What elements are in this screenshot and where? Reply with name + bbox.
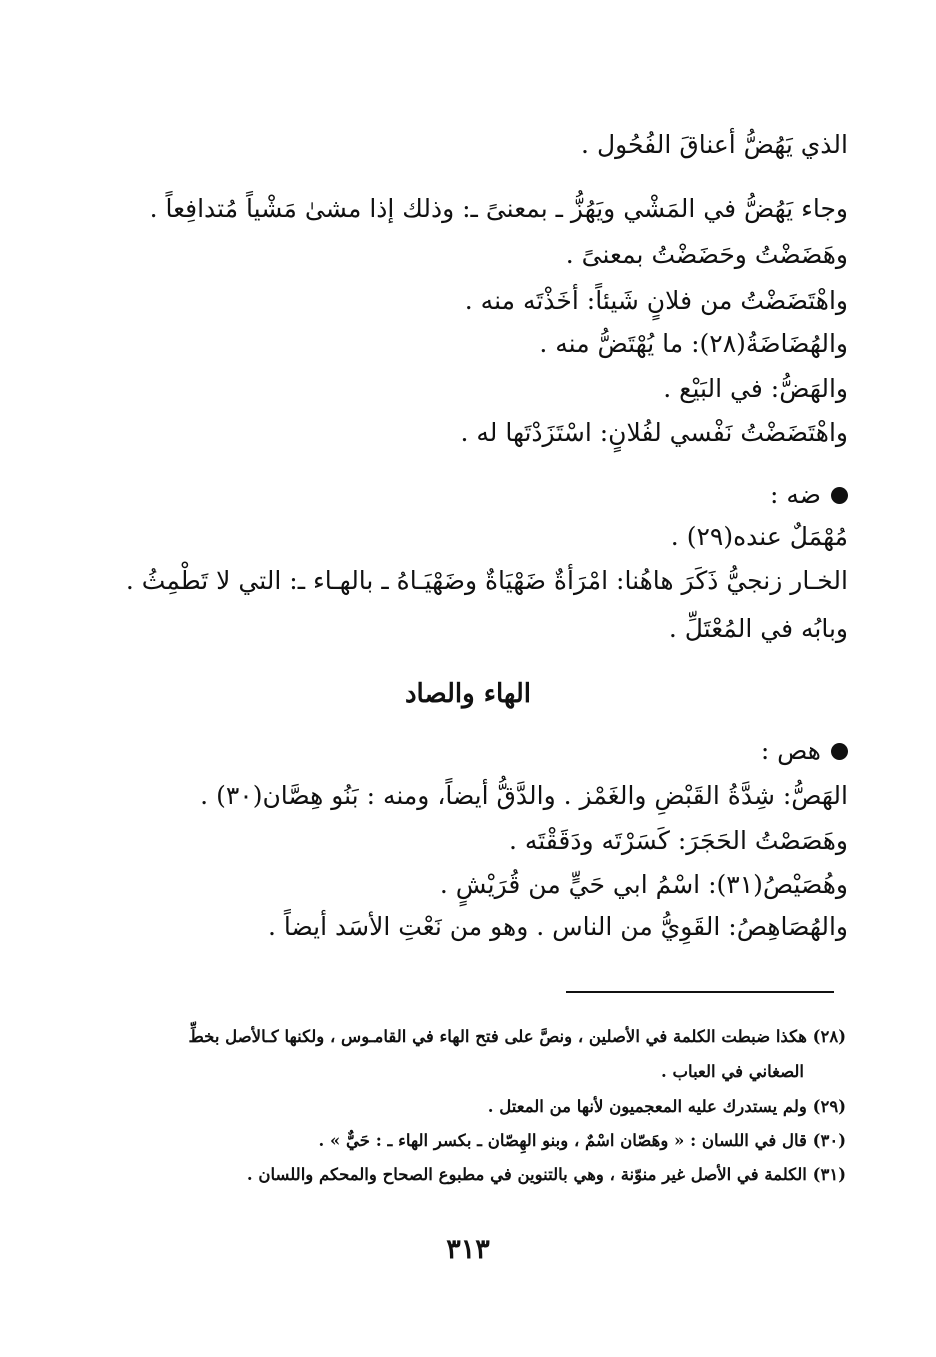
footnote-29: (٢٩) ولم يستدرك عليه المعجميون لأنها من المعتل . <box>487 1097 846 1116</box>
text-line: والهَضُّ: في البَيْع . <box>663 374 848 403</box>
entry-headword-label: هص : <box>760 736 821 765</box>
section-heading: الهاء والصاد <box>404 679 532 709</box>
text-line: وهَضَضْتُ وحَضَضْتُ بمعنىً . <box>565 240 848 269</box>
footnote-30: (٣٠) قال في اللسان : « وهَصّان اسْمٌ ، وبنو الهِصّان ـ بكسر الهاء ـ : حَيٌّ » . <box>318 1131 846 1150</box>
text-line: والهُصَاهِصُ: القَوِيُّ من الناس . وهو من نَعْتِ الأسَد أيضاً . <box>267 912 848 941</box>
bullet-icon <box>831 487 848 504</box>
footnote-28: (٢٨) هكذا ضبطت الكلمة في الأصلين ، ونصَّ على فتح الهاء في القامـوس ، ولكنها كـالأصل بخطِّ <box>188 1027 846 1046</box>
page-number: ٣١٣ <box>446 1234 490 1265</box>
text-line: وهَصَصْتُ الحَجَرَ: كَسَرْتَه ودَقَقْتَه . <box>508 826 848 855</box>
text-line: الخـار زنجيُّ ذَكَرَ هاهُنا: امْرَأةٌ ضَهْيَاةٌ وضَهْيَـاهُ ـ بالهـاء ـ: التي لا تَطْمِثُ . <box>125 566 848 595</box>
entry-headword-label: ضه : <box>769 480 821 509</box>
text-line: وهُصَيْصُ(٣١): اسْمُ ابي حَيٍّ من قُرَيْشٍ . <box>439 870 848 899</box>
text-line: وجاء يَهُضُّ في المَشْي ويَهُزُّ ـ بمعنىً ـ: وذلك إذا مشىٰ مَشْياً مُتدافِعاً . <box>149 194 848 223</box>
text-line: الذي يَهُضُّ أعناقَ الفُحُول . <box>581 130 848 159</box>
bullet-icon <box>831 743 848 760</box>
text-line: وبابُه في المُعْتَلِّ . <box>668 614 848 643</box>
text-line: والهُضَاضَةُ(٢٨): ما يُهْتَضُّ منه . <box>539 329 848 358</box>
footnote-31: (٣١) الكلمة في الأصل غير منوّنة ، وهي بالتنوين في مطبوع الصحاح والمحكم واللسان . <box>246 1165 846 1184</box>
text-line: واهْتَضَضْتُ نَفْسي لفُلانٍ: اسْتَزَدْتَها له . <box>460 418 848 447</box>
text-line: واهْتَضَضْتُ من فلانٍ شَيئاً: أخَذْتَه منه . <box>464 286 848 315</box>
entry-headword-has <box>761 734 848 768</box>
entry-headword-dah <box>770 478 848 512</box>
text-line: الهَصُّ: شِدَّةُ القَبْضِ والغَمْز . والدَّقُّ أيضاً، ومنه : بَنُو هِصَّان(٣٠) . <box>200 781 848 810</box>
text-line: مُهْمَلٌ عنده(٢٩) . <box>670 522 848 551</box>
footnote-separator <box>566 991 834 993</box>
footnote-28-continuation: الصغاني في العباب . <box>661 1062 804 1081</box>
